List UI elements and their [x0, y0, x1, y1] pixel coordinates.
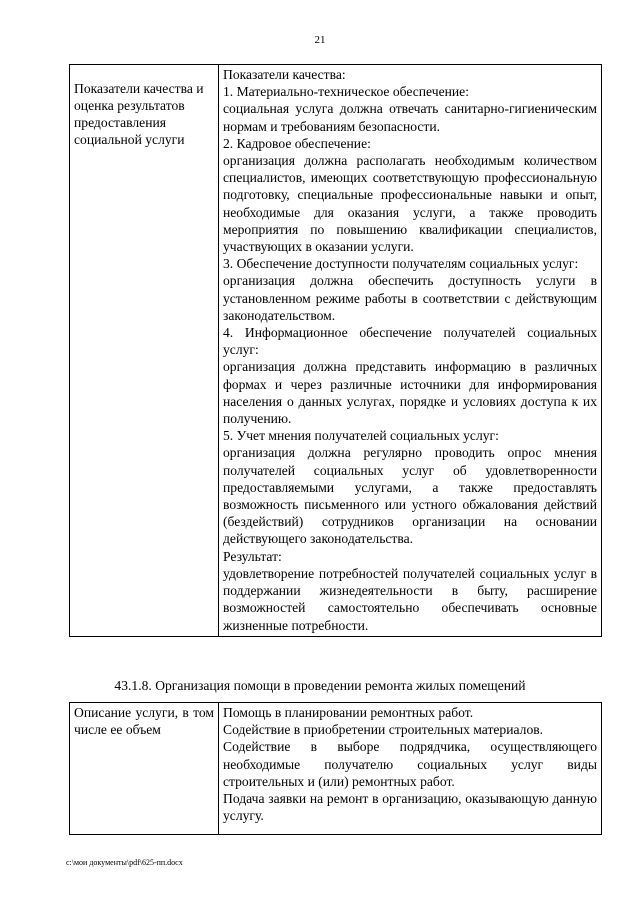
content-line: 3. Обеспечение доступности получателям социальных услуг: — [223, 256, 579, 272]
content-line: Содействие в приобретении строительных материалов. — [223, 722, 544, 738]
content-line: 2. Кадровое обеспечение: — [223, 135, 371, 151]
row-label: Описание услуги, в том числе ее объем — [74, 705, 214, 738]
content-line: организация должна обеспечить доступность услуги в установленном режиме работы в соответствии с действующим законодательством. — [223, 273, 597, 323]
table-row — [70, 65, 602, 637]
table-cell-label — [70, 65, 219, 637]
table-cell-content — [219, 65, 602, 637]
content-line: Подача заявки на ремонт в организацию, оказывающую данную услугу. — [223, 791, 597, 824]
quality-indicators-table — [69, 64, 602, 637]
content-line: 4. Информационное обеспечение получателей социальных услуг: — [223, 325, 597, 358]
content-line: организация должна располагать необходимым количеством специалистов, имеющих соответствующую профессиональную подготовку, специальные профессиональные навыки и опыт, необходимые для оказания услуги, а также проводить мероприятия по повышению квалификации специалистов, участвующих в оказании услуги. — [223, 153, 597, 255]
content-line: удовлетворение потребностей получателей социальных услуг в поддержании жизнедеятельности в быту, расширение возможностей самостоятельно обеспечивать основные жизненные потребности. — [223, 565, 597, 633]
content-line: 1. Материально-техническое обеспечение: — [223, 84, 469, 100]
footer-file-path: c:\мои документы\pdf\625-пп.docx — [66, 858, 183, 867]
content-line: социальная услуга должна отвечать санитарно-гигиеническим нормам и требованиям безопасности. — [223, 101, 597, 134]
table-cell-content — [219, 703, 602, 835]
row-label: Показатели качества и оценка результатов предоставления социальной услуги — [74, 80, 204, 148]
page-number: 21 — [314, 34, 326, 46]
content-line: Помощь в планировании ремонтных работ. — [223, 705, 474, 720]
table-cell-label — [70, 703, 219, 835]
content-line: организация должна регулярно проводить опрос мнения получателей социальных услуг об удовлетворенности предоставляемыми услугами, а также предоставлять возможность письменного или устного обжалования действий (бездействий) сотрудников организации на основании действующего законодательства. — [223, 445, 597, 547]
content-line: Результат: — [223, 548, 282, 564]
content-line: организация должна представить информацию в различных формах и через различные источники для информирования населения о данных услугах, порядке и условиях доступа к их получению. — [223, 359, 597, 427]
service-description-table — [69, 702, 602, 835]
content-line: 5. Учет мнения получателей социальных услуг: — [223, 428, 499, 444]
section-heading: 43.1.8. Организация помощи в проведении ремонта жилых помещений — [114, 678, 526, 693]
content-line: Показатели качества: — [223, 67, 346, 82]
content-line: Содействие в выборе подрядчика, осуществляющего необходимые получателю социальных услуг виды строительных и (или) ремонтных работ. — [223, 739, 597, 789]
table-row — [70, 703, 602, 835]
